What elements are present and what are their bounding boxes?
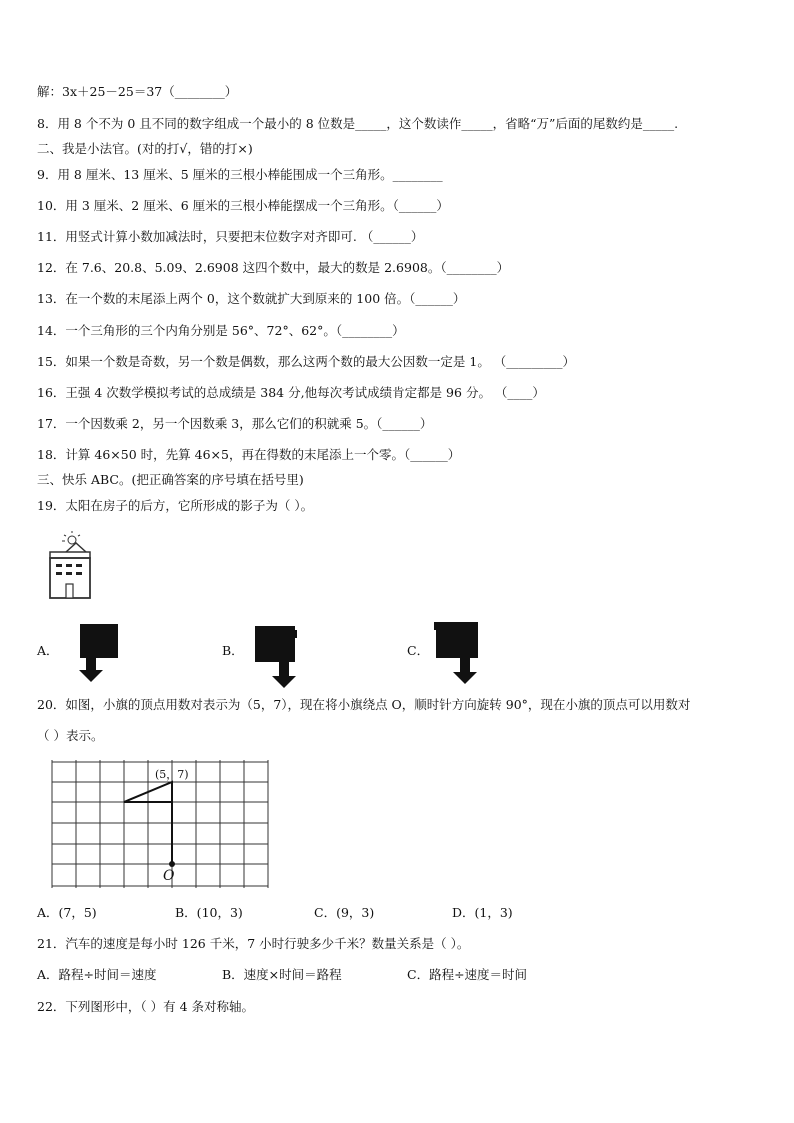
q19-option-a-label: A．: [37, 643, 59, 658]
shadow-option-c-figure: [432, 620, 484, 686]
question-13: 13．在一个数的末尾添上两个 0，这个数就扩大到原来的 100 倍。（______）: [37, 291, 466, 306]
question-22: 22．下列图形中，（ ）有 4 条对称轴。: [37, 999, 255, 1014]
question-17: 17．一个因数乘 2，另一个因数乘 3，那么它们的积就乘 5。（______）: [37, 416, 433, 431]
shadow-option-a-figure: [78, 622, 122, 684]
question-9: 9．用 8 厘米、13 厘米、5 厘米的三根小棒能围成一个三角形。________: [37, 167, 443, 182]
question-12: 12．在 7.6、20.8、5.09、2.6908 这四个数中，最大的数是 2.6908。（________）: [37, 260, 510, 275]
q20-option-d: D．(1，3): [452, 905, 513, 920]
q20-option-b: B．(10，3): [175, 905, 243, 920]
question-14: 14．一个三角形的三个内角分别是 56°、72°、62°。（________）: [37, 323, 405, 338]
question-16: 16．王强 4 次数学模拟考试的总成绩是 384 分,他每次考试成绩肯定都是 96 分。 （____）: [37, 385, 545, 400]
shadow-option-b-figure: [253, 624, 303, 690]
question-19: 19．太阳在房子的后方，它所形成的影子为（ ）。: [37, 498, 314, 513]
question-18: 18．计算 46×50 时，先算 46×5，再在得数的末尾添上一个零。（______）: [37, 447, 461, 462]
q19-option-c-label: C．: [407, 643, 430, 658]
question-10: 10．用 3 厘米、2 厘米、6 厘米的三根小棒能摆成一个三角形。（______）: [37, 198, 449, 213]
q21-option-a: A．路程÷时间＝速度: [37, 967, 157, 982]
question-11: 11．用竖式计算小数加减法时，只要把末位数字对齐即可. （______）: [37, 229, 424, 244]
question-21: 21．汽车的速度是每小时 126 千米，7 小时行驶多少千米？数量关系是（ ）。: [37, 936, 470, 951]
q21-option-b: B．速度×时间＝路程: [222, 967, 342, 982]
section-3-heading: 三、快乐 ABC。(把正确答案的序号填在括号里): [37, 472, 304, 487]
grid-point-label: (5，7): [155, 768, 189, 781]
question-8: 8．用 8 个不为 0 且不同的数字组成一个最小的 8 位数是_____，这个数读作_____，省略“万”后面的尾数约是_____.: [37, 116, 679, 131]
question-20-line2: （ ）表示。: [37, 728, 104, 743]
grid-origin-label: O: [163, 868, 175, 884]
question-15: 15．如果一个数是奇数，另一个数是偶数，那么这两个数的最大公因数一定是 1。 （_________）: [37, 354, 576, 369]
q20-option-c: C．(9，3): [314, 905, 375, 920]
q21-option-c: C．路程÷速度＝时间: [407, 967, 528, 982]
q20-option-a: A．(7，5): [37, 905, 97, 920]
question-20-line1: 20．如图，小旗的顶点用数对表示为（5，7），现在将小旗绕点 O，顺时针方向旋转 90°，现在小旗的顶点可以用数对: [37, 697, 691, 712]
house-with-sun-figure: [46, 530, 98, 600]
q19-option-b-label: B．: [222, 643, 244, 658]
section-2-heading: 二、我是小法官。(对的打√，错的打×): [37, 141, 253, 156]
line-answer-3x: 解：3x＋25－25＝37（________）: [37, 84, 238, 99]
